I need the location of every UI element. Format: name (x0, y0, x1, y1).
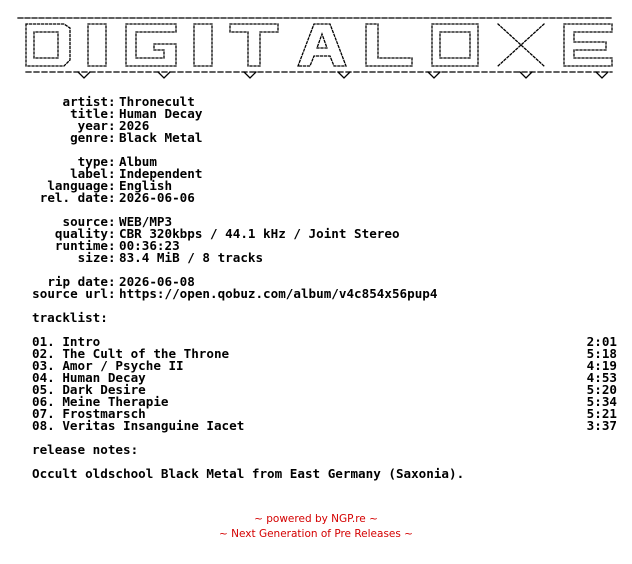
key-quality: quality (54, 226, 108, 241)
value-size: 83.4 MiB / 8 tracks (119, 250, 264, 265)
key-separator: : (108, 106, 116, 121)
track-duration: 2:01 (586, 334, 617, 349)
value-label: Independent (119, 166, 203, 181)
value-rip-date: 2026-06-08 (119, 274, 195, 289)
info-row-genre (0, 132, 437, 144)
key-source-url: source url (32, 286, 108, 301)
value-quality: CBR 320kbps / 44.1 kHz / Joint Stereo (119, 226, 400, 241)
info-row-source-url (0, 288, 437, 300)
value-title: Human Decay (119, 106, 203, 121)
release-info (0, 96, 437, 300)
footer-tagline: ~ Next Generation of Pre Releases ~ (219, 528, 413, 540)
track-duration: 4:53 (586, 370, 617, 385)
value-year: 2026 (119, 118, 150, 133)
key-runtime: runtime (54, 238, 108, 253)
track-duration: 3:37 (586, 418, 617, 433)
track-duration: 4:19 (586, 358, 617, 373)
key-separator: : (108, 166, 116, 181)
key-title: title (70, 106, 108, 121)
key-source: source (62, 214, 108, 229)
track-title: 02. The Cult of the Throne (32, 346, 230, 361)
key-separator: : (108, 250, 116, 265)
value-rel-date: 2026-06-06 (119, 190, 195, 205)
key-label: label (70, 166, 108, 181)
info-row-artist (0, 96, 437, 108)
key-separator: : (108, 214, 116, 229)
track-title: 07. Frostmarsch (32, 406, 146, 421)
track-title: 01. Intro (32, 334, 101, 349)
track-title: 05. Dark Desire (32, 382, 146, 397)
key-separator: : (108, 190, 116, 205)
key-year: year (77, 118, 108, 133)
value-source: WEB/MP3 (119, 214, 173, 229)
value-genre: Black Metal (119, 130, 203, 145)
info-row-year (0, 120, 437, 132)
key-separator: : (108, 154, 116, 169)
release-notes-heading: release notes: (32, 442, 139, 457)
key-rip-date: rip date (47, 274, 108, 289)
value-source-url[interactable]: https://open.qobuz.com/album/v4c854x56pup4 (119, 286, 438, 301)
track-duration: 5:21 (586, 406, 617, 421)
key-separator: : (108, 178, 116, 193)
info-row-type (0, 156, 437, 168)
key-separator: : (108, 118, 116, 133)
info-row-size (0, 252, 437, 264)
track-duration: 5:20 (586, 382, 617, 397)
track-title: 06. Meine Therapie (32, 394, 169, 409)
key-separator: : (108, 94, 116, 109)
key-separator: : (108, 286, 116, 301)
key-genre: genre (70, 130, 108, 145)
track-row (32, 420, 617, 432)
track-title: 08. Veritas Insanguine Iacet (32, 418, 245, 433)
key-separator: : (108, 130, 116, 145)
tracklist-heading: tracklist: (32, 310, 108, 325)
footer-powered-by[interactable]: ~ powered by NGP.re ~ (254, 513, 378, 525)
value-runtime: 00:36:23 (119, 238, 180, 253)
track-title: 03. Amor / Psyche II (32, 358, 184, 373)
track-duration: 5:18 (586, 346, 617, 361)
value-type: Album (119, 154, 157, 169)
release-notes-text: Occult oldschool Black Metal from East Germany (Saxonia). (32, 466, 465, 481)
info-row-rel-date (0, 192, 437, 204)
ascii-logo (8, 10, 624, 82)
key-separator: : (108, 226, 116, 241)
key-type: type (77, 154, 108, 169)
track-duration: 5:34 (586, 394, 617, 409)
value-artist: Thronecult (119, 94, 195, 109)
key-rel-date: rel. date (39, 190, 108, 205)
key-artist: artist (62, 94, 108, 109)
key-separator: : (108, 274, 116, 289)
key-size: size (77, 250, 108, 265)
value-language: English (119, 178, 173, 193)
info-row-title (0, 108, 437, 120)
key-separator: : (108, 238, 116, 253)
key-language: language (47, 178, 108, 193)
track-title: 04. Human Decay (32, 370, 146, 385)
tracklist (32, 336, 617, 432)
